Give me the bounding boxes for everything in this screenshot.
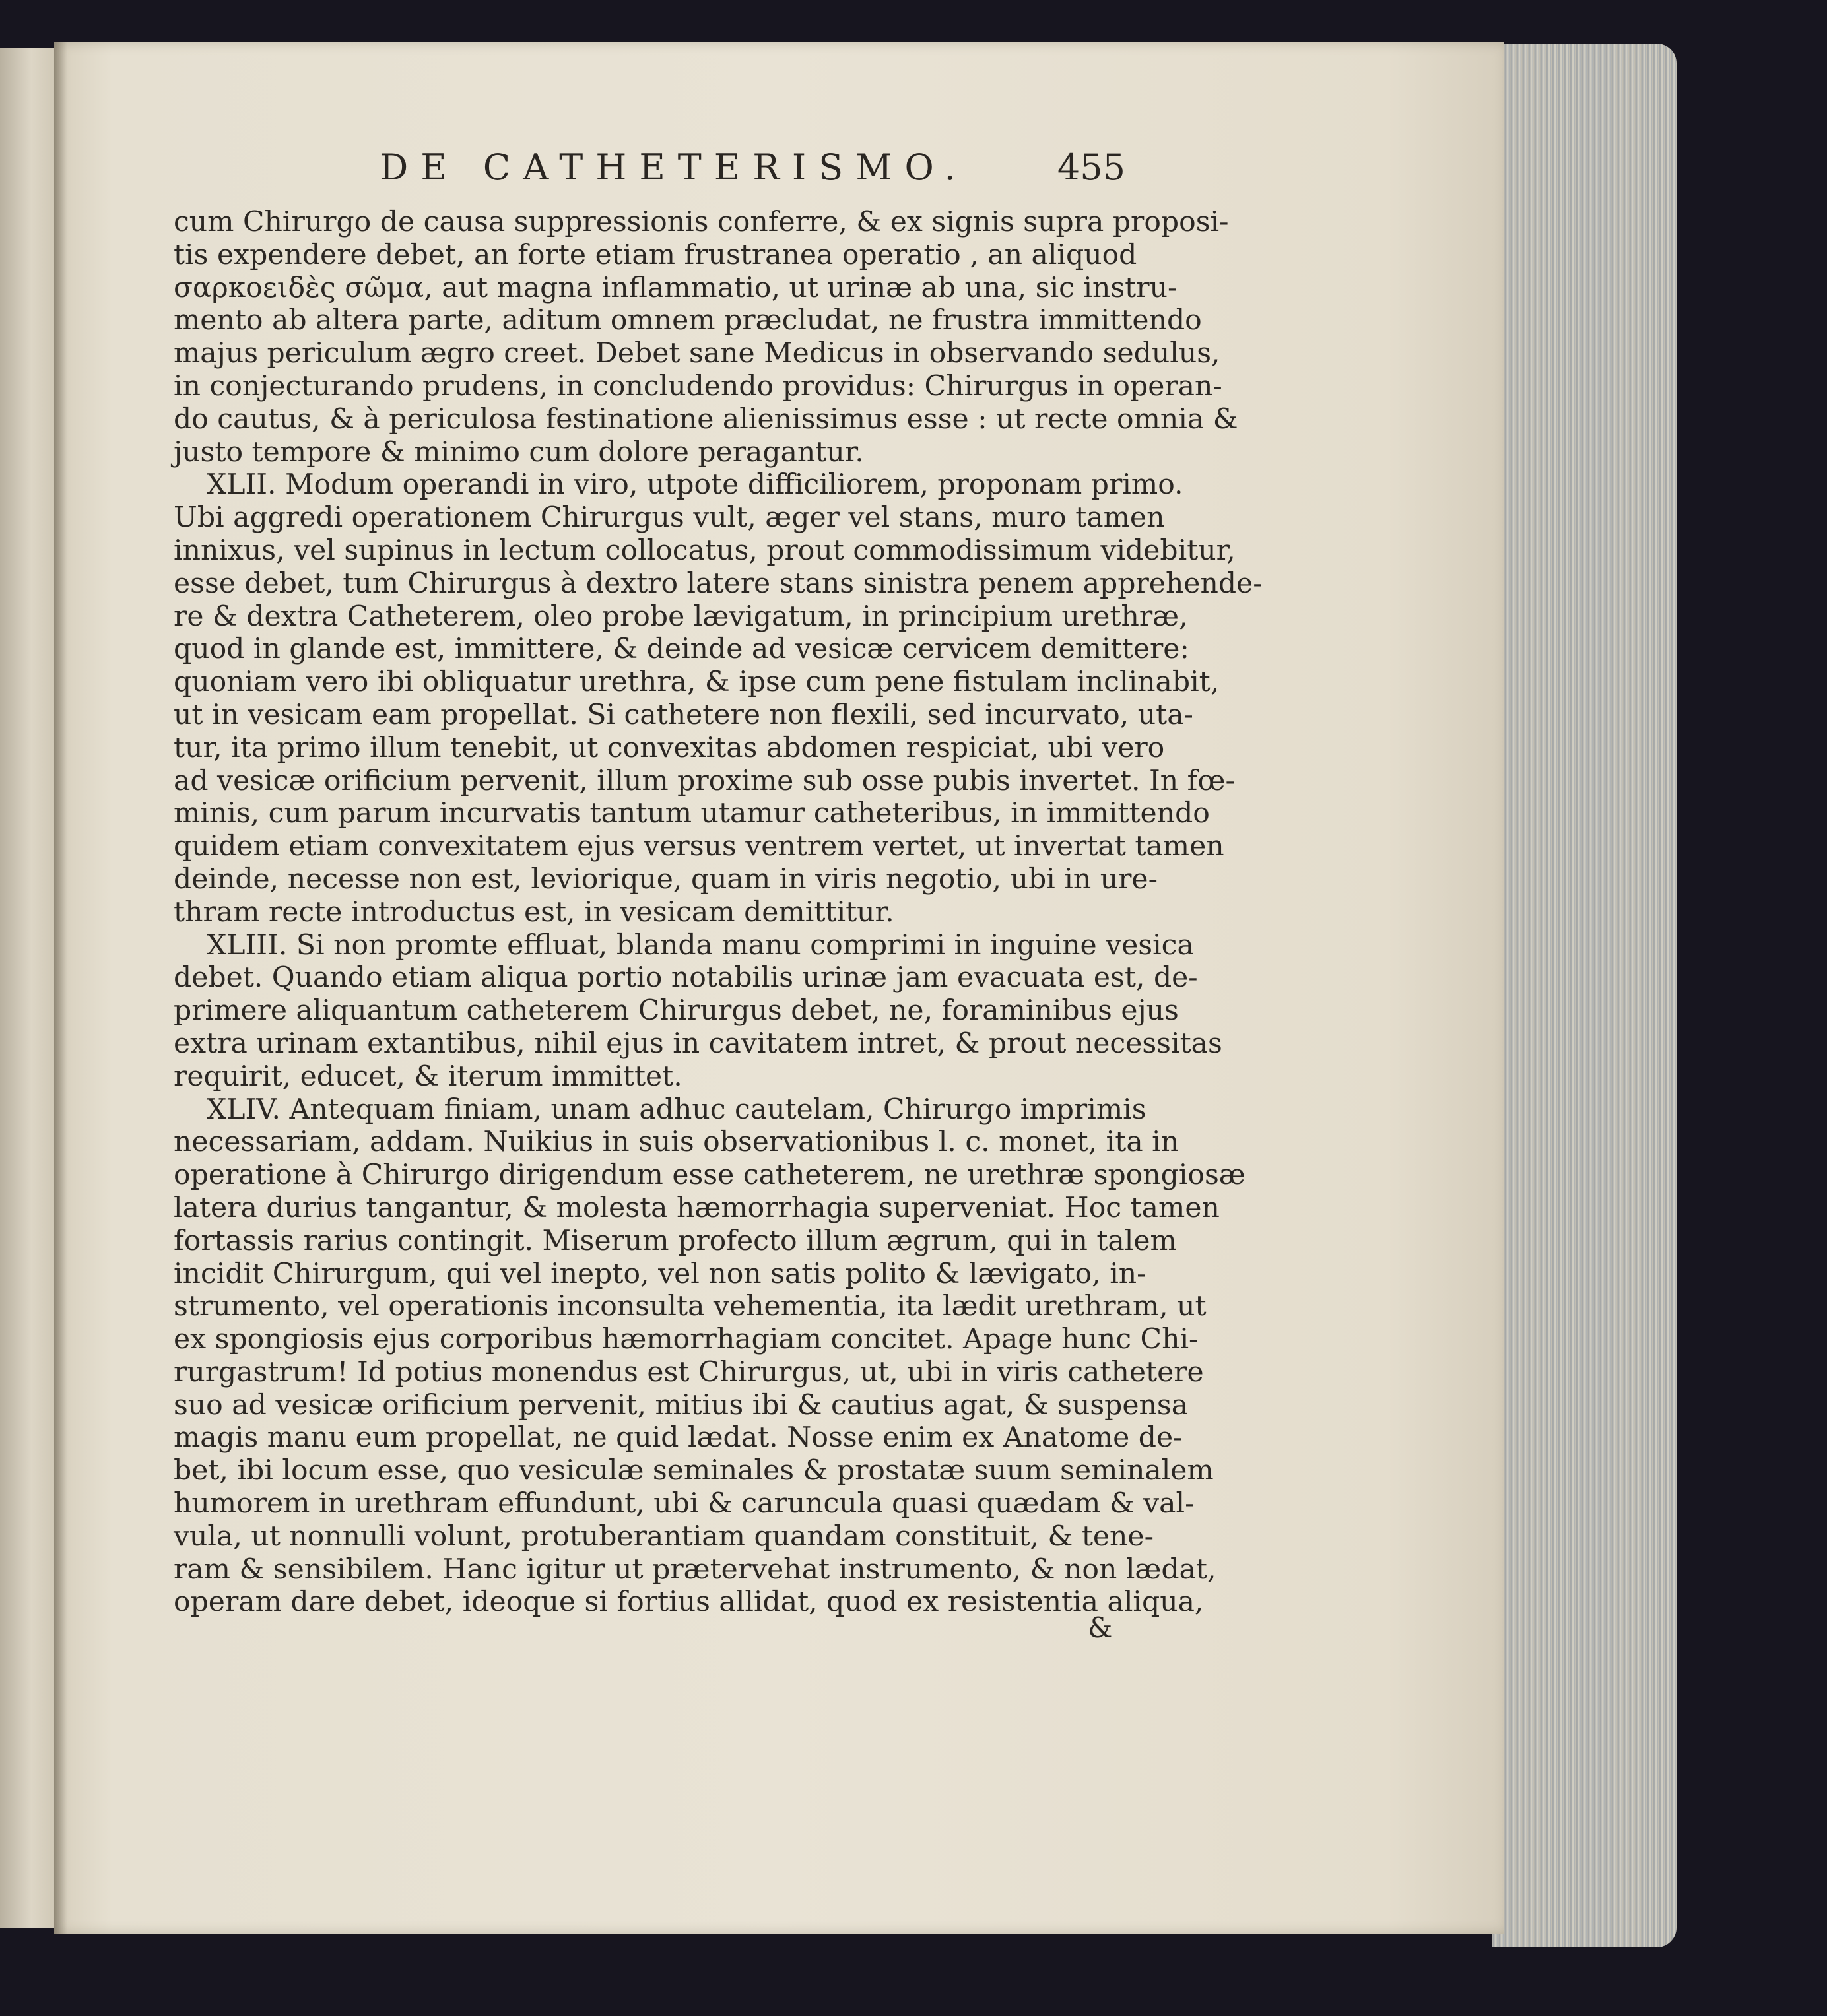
text-line: quod in glande est, immittere, & deinde ad vesicæ cervicem demittere: [174,633,1189,666]
text-line: operam dare debet, ideoque si fortius allidat, quod ex resistentia aliqua, [174,1586,1204,1619]
text-line: operatione à Chirurgo dirigendum esse catheterem, ne urethræ spongiosæ [174,1159,1246,1192]
running-head [380,146,1125,193]
page-gutter-shadow [54,42,67,1934]
text-line: suo ad vesicæ orificium pervenit, mitius ibi & cautius agat, & suspensa [174,1388,1189,1421]
text-line: magis manu eum propellat, ne quid lædat. Nosse enim ex Anatome de- [174,1421,1183,1454]
text-line: in conjecturando prudens, in concludendo providus: Chirurgus in operan- [174,370,1222,403]
text-line: necessariam, addam. Nuikius in suis observationibus l. c. monet, ita in [174,1126,1179,1159]
book-fore-edge [1492,44,1677,1947]
section-start-line: XLIII. Si non promte effluat, blanda manu comprimi in inguine vesica [207,928,1194,961]
running-head-title: DE CATHETERISMO. [380,146,968,188]
text-line: re & dextra Catheterem, oleo probe lævigatum, in principium urethræ, [174,600,1188,633]
text-line: vula, ut nonnulli volunt, protuberantiam quandam constituit, & tene- [174,1520,1154,1553]
text-line: requirit, educet, & iterum immittet. [174,1060,682,1093]
page-number: 455 [1057,146,1125,188]
text-line: extra urinam extantibus, nihil ejus in cavitatem intret, & prout necessitas [174,1027,1222,1060]
text-line: justo tempore & minimo cum dolore peragantur. [174,436,864,469]
text-line: fortassis rarius contingit. Miserum profecto illum ægrum, qui in talem [174,1224,1177,1257]
text-line: tis expendere debet, an forte etiam frustranea operatio , an aliquod [174,238,1137,271]
section-start-line: XLII. Modum operandi in viro, utpote difficiliorem, proponam primo. [207,469,1183,502]
text-line: do cautus, & à periculosa festinatione alienissimus esse : ut recte omnia & [174,403,1238,436]
text-line: esse debet, tum Chirurgus à dextro latere stans sinistra penem apprehende- [174,567,1263,600]
text-line: debet. Quando etiam aliqua portio notabilis urinæ jam evacuata est, de- [174,961,1198,994]
text-line: mento ab altera parte, aditum omnem præcludat, ne frustra immittendo [174,304,1202,337]
text-line: bet, ibi locum esse, quo vesiculæ seminales & prostatæ suum seminalem [174,1454,1214,1487]
left-page-edge [0,48,57,1928]
text-line: strumento, vel operationis inconsulta vehementia, ita lædit urethram, ut [174,1290,1207,1323]
text-line: humorem in urethram effundunt, ubi & caruncula quasi quædam & val- [174,1487,1195,1520]
text-line: latera durius tangantur, & molesta hæmorrhagia superveniat. Hoc tamen [174,1191,1220,1224]
text-line: cum Chirurgo de causa suppressionis conferre, & ex signis supra proposi- [174,206,1229,238]
text-line: quoniam vero ibi obliquatur urethra, & ipse cum pene fistulam inclinabit, [174,666,1220,699]
text-line: incidit Chirurgum, qui vel inepto, vel non satis polito & lævigato, in- [174,1257,1146,1290]
text-line: rurgastrum! Id potius monendus est Chirurgus, ut, ubi in viris cathetere [174,1355,1204,1388]
text-line: minis, cum parum incurvatis tantum utamur catheteribus, in immittendo [174,797,1210,830]
text-line: ram & sensibilem. Hanc igitur ut prætervehat instrumento, & non lædat, [174,1553,1216,1586]
text-line: deinde, necesse non est, leviorique, quam in viris negotio, ubi in ure- [174,862,1158,895]
text-line: majus periculum ægro creet. Debet sane Medicus in observando sedulus, [174,337,1220,370]
text-line: primere aliquantum catheterem Chirurgus debet, ne, foraminibus ejus [174,994,1179,1027]
text-line: quidem etiam convexitatem ejus versus ventrem vertet, ut invertat tamen [174,830,1224,863]
text-line: innixus, vel supinus in lectum collocatus, prout commodissimum videbitur, [174,534,1236,567]
text-line: ut in vesicam eam propellat. Si cathetere non flexili, sed incurvato, uta- [174,698,1193,731]
text-line: ad vesicæ orificium pervenit, illum proxime sub osse pubis invertet. In fœ- [174,764,1235,797]
catchword: & [1088,1611,1113,1644]
text-line: ex spongiosis ejus corporibus hæmorrhagiam concitet. Apage hunc Chi- [174,1323,1199,1356]
text-line: Ubi aggredi operationem Chirurgus vult, æger vel stans, muro tamen [174,502,1165,535]
body-text [174,206,1263,1619]
section-start-line: XLIV. Antequam finiam, unam adhuc cautelam, Chirurgo imprimis [207,1093,1146,1126]
text-line: thram recte introductus est, in vesicam demittitur. [174,895,894,928]
text-line: tur, ita primo illum tenebit, ut convexitas abdomen respiciat, ubi vero [174,731,1165,764]
text-line: σαρκοειδὲς σῶμα, aut magna inflammatio, ut urinæ ab una, sic instru- [174,271,1178,304]
